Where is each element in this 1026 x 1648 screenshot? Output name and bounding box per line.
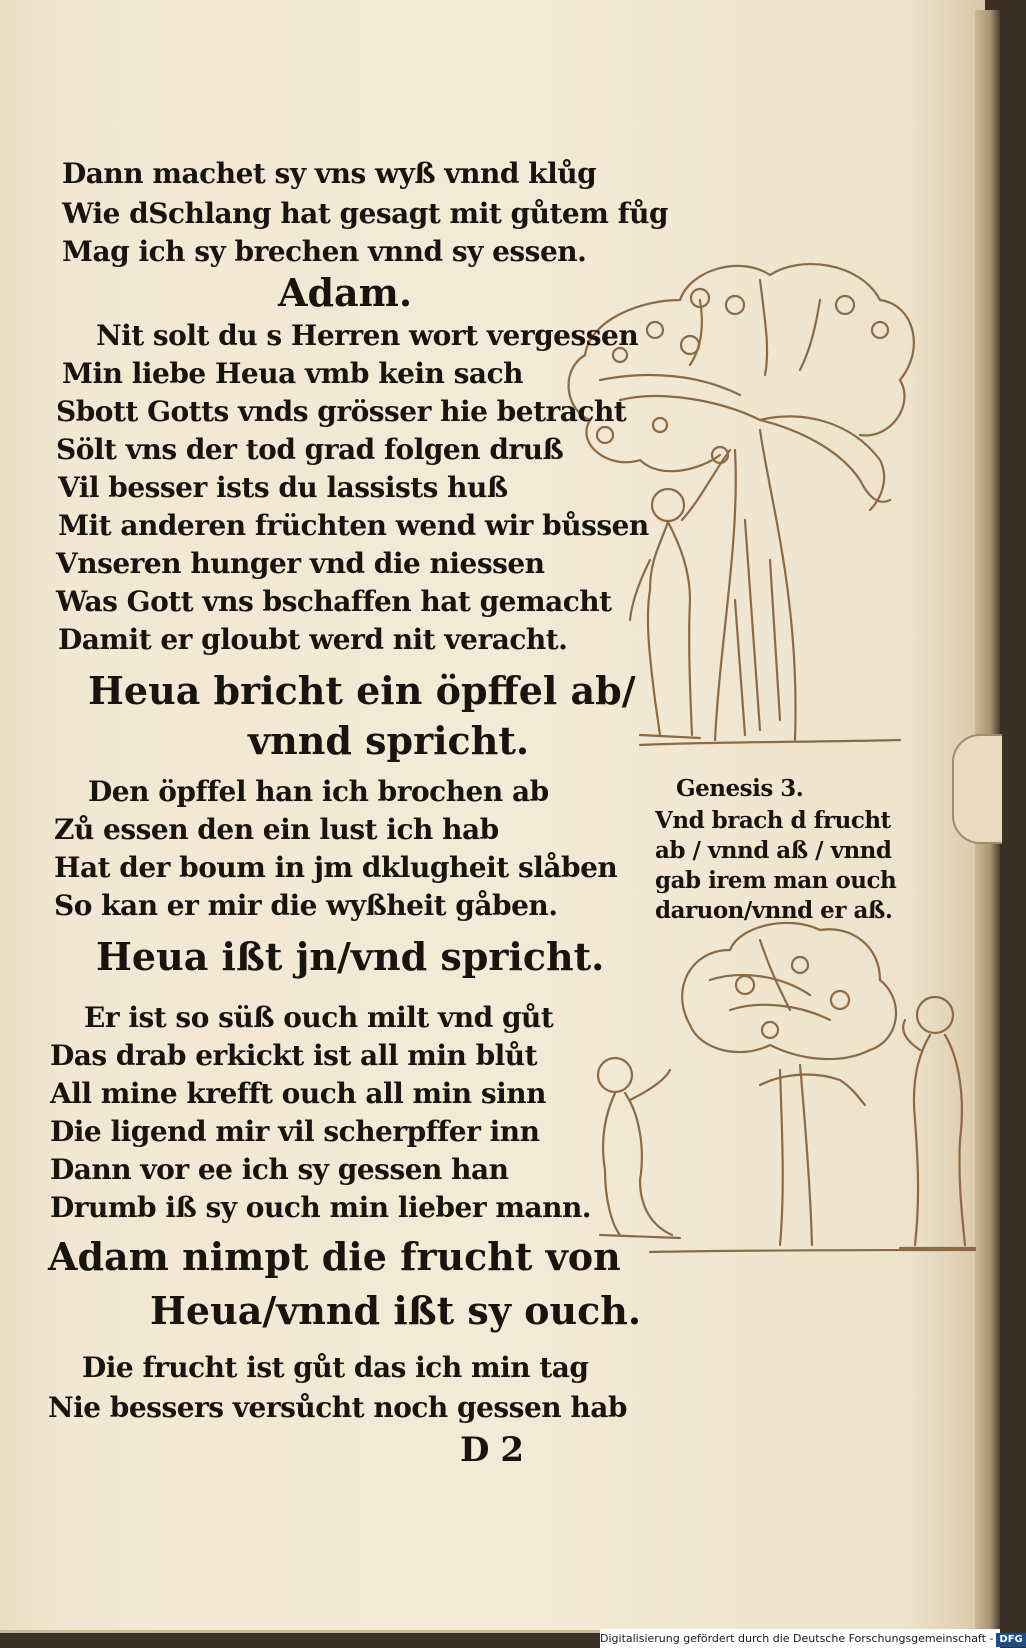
text-line: Mag ich sy brechen vnnd sy essen. — [62, 235, 587, 268]
speaker-heading-adam: Adam. — [278, 270, 413, 315]
dfg-logo: DFG — [996, 1633, 1025, 1647]
text-line: Das drab erkickt ist all min blůt — [50, 1039, 538, 1072]
text-line: Dann vor ee ich sy gessen han — [50, 1153, 509, 1186]
text-line: Nit solt du s Herren wort vergessen — [96, 319, 639, 352]
text-line: Hat der boum in jm dklugheit slåben — [54, 851, 618, 884]
stage-direction-heading: Adam nimpt die frucht von — [48, 1234, 621, 1279]
sidenote-line: ab / vnnd aß / vnnd — [655, 837, 892, 864]
sidenote-title: Genesis 3. — [676, 775, 804, 802]
text-line: Wie dSchlang hat gesagt mit gůtem fůg — [62, 197, 669, 230]
text-line: Was Gott vns bschaffen hat gemacht — [56, 585, 612, 618]
text-line: Er ist so süß ouch milt vnd gůt — [84, 1001, 554, 1034]
text-line: Vnseren hunger vnd die niessen — [56, 547, 545, 580]
stage-direction-heading: Heua bricht ein öpffel ab/ — [88, 668, 636, 713]
text-line: Den öpffel han ich brochen ab — [88, 775, 549, 808]
text-line: Drumb iß sy ouch min lieber mann. — [50, 1191, 592, 1224]
text-line: Die frucht ist gůt das ich min tag — [82, 1351, 589, 1384]
stage-direction-heading: Heua ißt jn/vnd spricht. — [96, 934, 605, 979]
signature-mark: D 2 — [460, 1430, 524, 1470]
text-line: Nie bessers versůcht noch gessen hab — [48, 1391, 627, 1424]
text-line: Die ligend mir vil scherpffer inn — [50, 1115, 540, 1148]
text-line: Zů essen den ein lust ich hab — [54, 813, 499, 846]
text-line: Vil besser ists du lassists huß — [58, 471, 508, 504]
text-line: Dann machet sy vns wyß vnnd klůg — [62, 157, 597, 190]
stage-direction-heading: vnnd spricht. — [248, 718, 530, 763]
footer-credit — [600, 1629, 1023, 1648]
sidenote-line: gab irem man ouch — [655, 867, 897, 894]
text-line: Sbott Gotts vnds grösser hie betracht — [56, 395, 627, 428]
text-line: Sölt vns der tod grad folgen druß — [56, 433, 564, 466]
text-line: Damit er gloubt werd nit veracht. — [58, 623, 568, 656]
text-line: All mine krefft ouch all min sinn — [50, 1077, 547, 1110]
footer-text: Digitalisierung gefördert durch die Deutsche Forschungsgemeinschaft - — [600, 1632, 994, 1645]
stage-direction-heading: Heua/vnnd ißt sy ouch. — [150, 1288, 642, 1333]
text-line: Min liebe Heua vmb kein sach — [62, 357, 523, 390]
tree-with-adam-and-eve-sketch — [598, 923, 975, 1252]
text-line: Mit anderen früchten wend wir bůssen — [58, 509, 649, 542]
text-line: So kan er mir die wyßheit gåben. — [54, 889, 558, 922]
sidenote-line: Vnd brach d frucht — [655, 807, 891, 834]
sidenote-line: daruon/vnnd er aß. — [655, 897, 893, 924]
